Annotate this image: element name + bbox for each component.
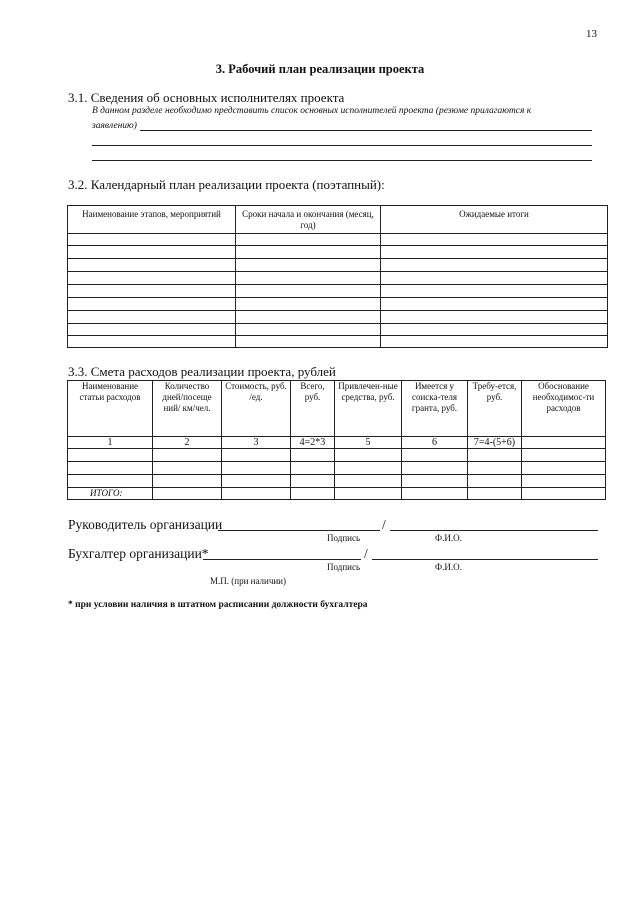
calendar-col-results: Ожидаемые итоги bbox=[381, 206, 608, 234]
head-signature-caption: Подпись bbox=[327, 533, 361, 543]
table-row bbox=[68, 259, 608, 272]
executors-fill-line bbox=[92, 160, 592, 161]
budget-num-8 bbox=[522, 437, 606, 449]
head-signature-label: Руководитель организации bbox=[68, 517, 223, 532]
section-3-1-note-line1: В данном разделе необходимо представить список основных исполнителей проекта (резюме прилагаются к bbox=[92, 106, 532, 116]
table-row bbox=[68, 311, 608, 324]
table-row bbox=[68, 298, 608, 311]
calendar-col-stages: Наименование этапов, мероприятий bbox=[68, 206, 236, 234]
calendar-col-dates: Сроки начала и окончания (месяц, год) bbox=[236, 206, 381, 234]
budget-num-6: 6 bbox=[402, 437, 468, 449]
table-row bbox=[68, 324, 608, 336]
executors-fill-line bbox=[140, 130, 592, 131]
executors-fill-line bbox=[92, 145, 592, 146]
budget-total-row bbox=[68, 488, 606, 500]
accountant-signature-caption: Подпись bbox=[327, 562, 361, 572]
budget-col-attracted: Привлечен-ные средства, руб. bbox=[335, 381, 402, 437]
section-3-1-heading: 3.1. Сведения об основных исполнителях проекта bbox=[68, 90, 345, 105]
budget-table bbox=[67, 380, 606, 500]
budget-num-1: 1 bbox=[68, 437, 153, 449]
table-row bbox=[68, 285, 608, 298]
budget-number-row bbox=[68, 437, 606, 449]
head-name-caption: Ф.И.О. bbox=[435, 533, 462, 543]
page-title: 3. Рабочий план реализации проекта bbox=[215, 62, 425, 76]
accountant-signature-label: Бухгалтер организации* bbox=[68, 546, 209, 561]
budget-num-5: 5 bbox=[335, 437, 402, 449]
budget-col-justification: Обоснование необходимос-ти расходов bbox=[522, 381, 606, 437]
budget-num-3: 3 bbox=[222, 437, 291, 449]
budget-num-2: 2 bbox=[153, 437, 222, 449]
table-row bbox=[68, 246, 608, 259]
budget-col-total: Всего, руб. bbox=[291, 381, 335, 437]
section-3-1-note-line2: заявлению) bbox=[92, 121, 137, 131]
budget-col-unit-cost: Стоимость, руб. /ед. bbox=[222, 381, 291, 437]
accountant-signature-line bbox=[203, 559, 361, 560]
accountant-name-line bbox=[372, 559, 598, 560]
budget-col-quantity: Количество дней/посеще ний/ км/чел. bbox=[153, 381, 222, 437]
section-3-3-heading: 3.3. Смета расходов реализации проекта, рублей bbox=[68, 364, 336, 379]
stamp-caption: М.П. (при наличии) bbox=[210, 576, 286, 586]
accountant-name-caption: Ф.И.О. bbox=[435, 562, 462, 572]
table-row bbox=[68, 475, 606, 488]
section-3-2-heading: 3.2. Календарный план реализации проекта (поэтапный): bbox=[68, 177, 385, 192]
table-row bbox=[68, 234, 608, 246]
footnote: * при условии наличия в штатном расписании должности бухгалтера bbox=[68, 600, 368, 610]
table-row bbox=[68, 449, 606, 462]
budget-total-label: ИТОГО: bbox=[68, 488, 153, 500]
budget-col-required: Требу-ется, руб. bbox=[468, 381, 522, 437]
head-signature-line bbox=[218, 530, 380, 531]
head-name-line bbox=[390, 530, 598, 531]
page-number: 13 bbox=[586, 28, 597, 40]
budget-col-own-funds: Имеется у соиска-теля гранта, руб. bbox=[402, 381, 468, 437]
budget-col-item: Наименование статьи расходов bbox=[68, 381, 153, 437]
calendar-plan-table bbox=[67, 205, 608, 348]
table-row bbox=[68, 336, 608, 348]
table-row bbox=[68, 272, 608, 285]
budget-num-7: 7=4-(5+6) bbox=[468, 437, 522, 449]
budget-num-4: 4=2*3 bbox=[291, 437, 335, 449]
table-row bbox=[68, 462, 606, 475]
